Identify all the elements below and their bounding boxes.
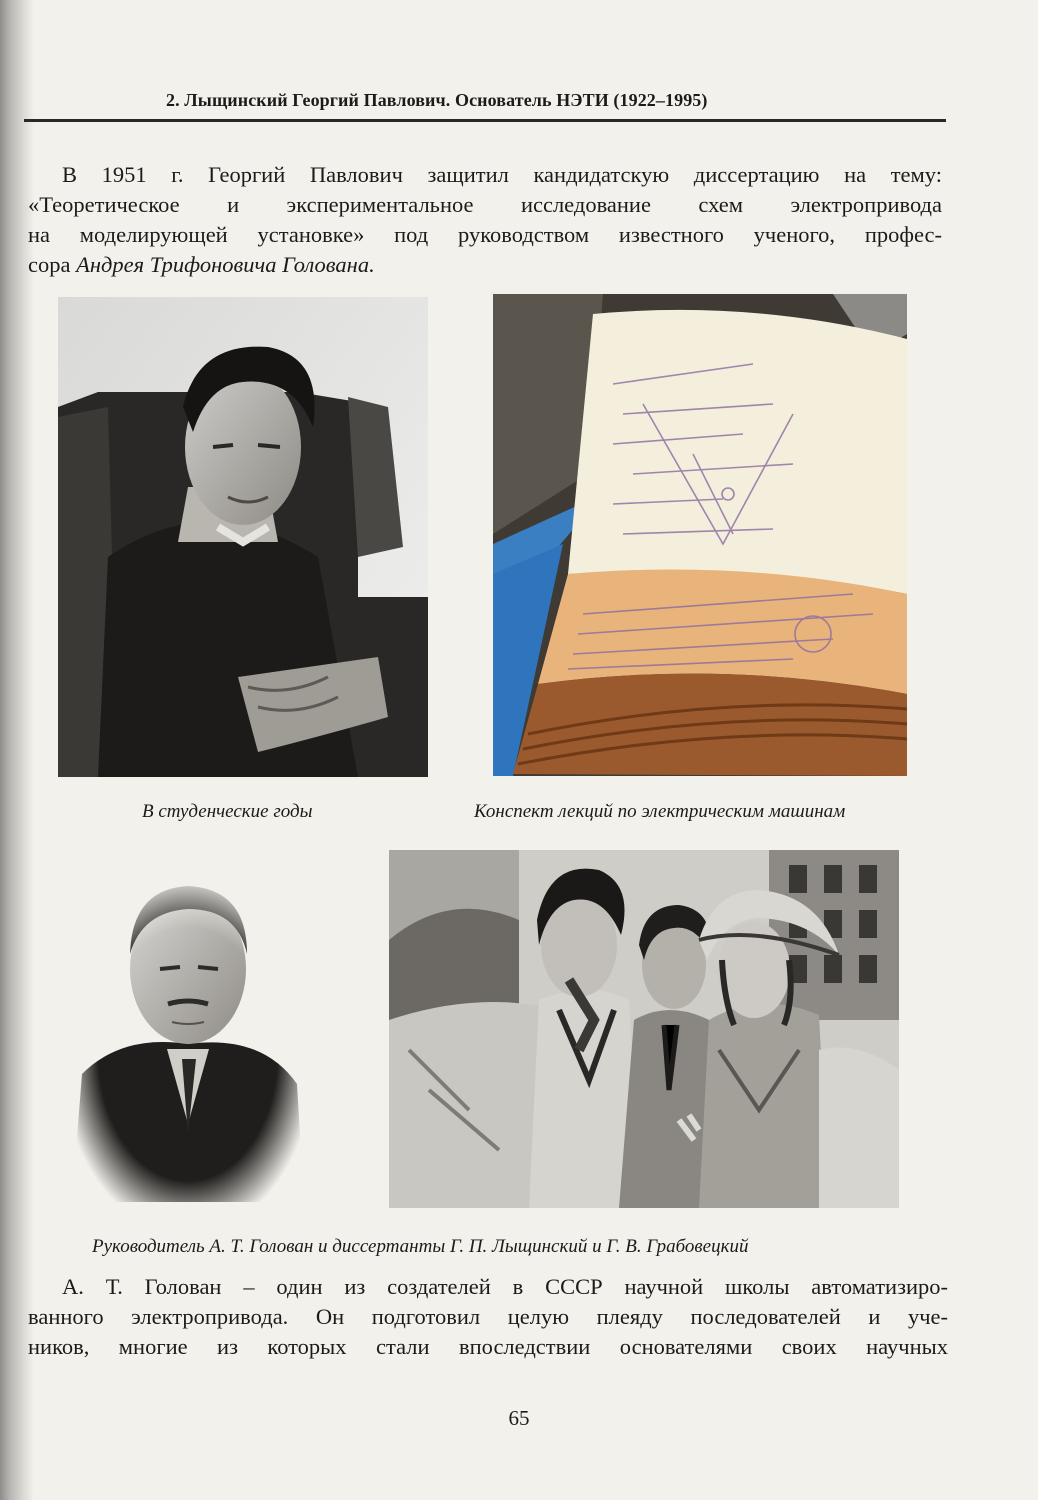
intro-line-4-start: сора bbox=[28, 252, 77, 277]
intro-line-4 bbox=[28, 250, 942, 280]
student-portrait-photo bbox=[58, 297, 428, 777]
group-photo bbox=[389, 850, 899, 1208]
caption-lecture-notes: Конспект лекций по электрическим машинам bbox=[474, 801, 846, 822]
caption-student-years: В студенческие годы bbox=[142, 801, 313, 822]
supervisor-name: Андрея Трифоновича Голована. bbox=[76, 252, 375, 277]
caption-supervisor-group: Руководитель А. Т. Голован и диссертанты Г. П. Лыщинский и Г. В. Грабовецкий bbox=[92, 1236, 749, 1257]
header-rule bbox=[24, 119, 946, 122]
closing-line-2: ванного электропривода. Он подготовил целую плеяду последователей и уче- bbox=[28, 1304, 948, 1329]
closing-paragraph bbox=[28, 1272, 948, 1362]
intro-line-3: на моделирующей установке» под руководством известного ученого, профес- bbox=[28, 222, 942, 247]
closing-line-1: А. Т. Голован – один из создателей в СССР научной школы автоматизиро- bbox=[62, 1274, 948, 1299]
closing-line-3: ников, многие из которых стали впоследствии основателями своих научных bbox=[28, 1334, 948, 1359]
intro-paragraph bbox=[28, 160, 942, 280]
lecture-notes-photo bbox=[493, 294, 907, 776]
intro-line-2: «Теоретическое и экспериментальное исследование схем электропривода bbox=[28, 192, 942, 217]
running-head: 2. Лыщинский Георгий Павлович. Основатель НЭТИ (1922–1995) bbox=[166, 90, 708, 110]
supervisor-portrait-photo bbox=[72, 874, 304, 1202]
page-number: 65 bbox=[508, 1406, 530, 1430]
intro-line-1: В 1951 г. Георгий Павлович защитил кандидатскую диссертацию на тему: bbox=[62, 162, 942, 187]
